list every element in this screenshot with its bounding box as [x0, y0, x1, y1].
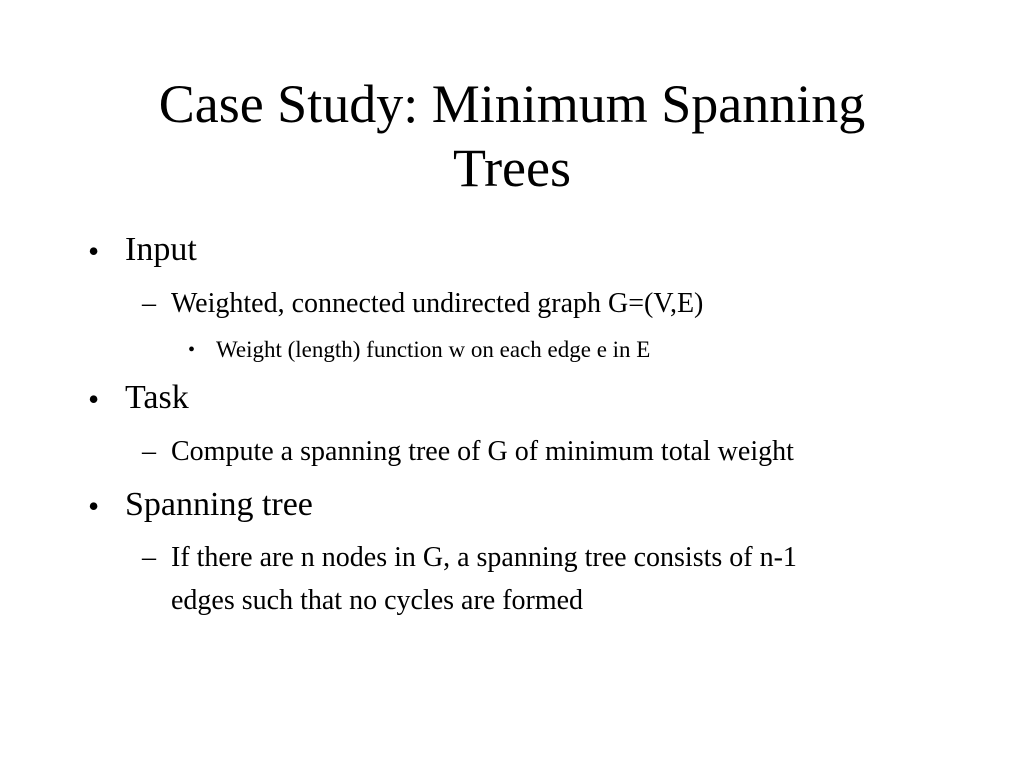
bullet-icon: •: [88, 381, 100, 417]
dash-icon: –: [142, 436, 156, 467]
sub-bullet-n-nodes-line-1: If there are n nodes in G, a spanning tree consists of n-1: [171, 542, 797, 573]
bullet-input: Input: [125, 231, 197, 268]
bullet-icon: •: [88, 488, 100, 524]
sub-sub-bullet-weight-function: Weight (length) function w on each edge e in E: [216, 337, 651, 362]
bullet-icon: •: [88, 233, 100, 269]
bullet-task: Task: [125, 379, 189, 416]
dash-icon: –: [142, 542, 156, 573]
bullet-spanning-tree: Spanning tree: [125, 486, 313, 523]
sub-bullet-compute-tree: Compute a spanning tree of G of minimum total weight: [171, 436, 794, 467]
sub-bullet-n-nodes-line-2: edges such that no cycles are formed: [171, 585, 584, 616]
sub-bullet-weighted-graph: Weighted, connected undirected graph G=(V,E): [171, 288, 704, 319]
title-line-2: Trees: [452, 138, 572, 198]
bullet-icon: •: [188, 339, 196, 361]
slide-title: [60, 72, 964, 200]
dash-icon: –: [142, 288, 156, 319]
title-line-1: Case Study: Minimum Spanning: [158, 74, 866, 134]
